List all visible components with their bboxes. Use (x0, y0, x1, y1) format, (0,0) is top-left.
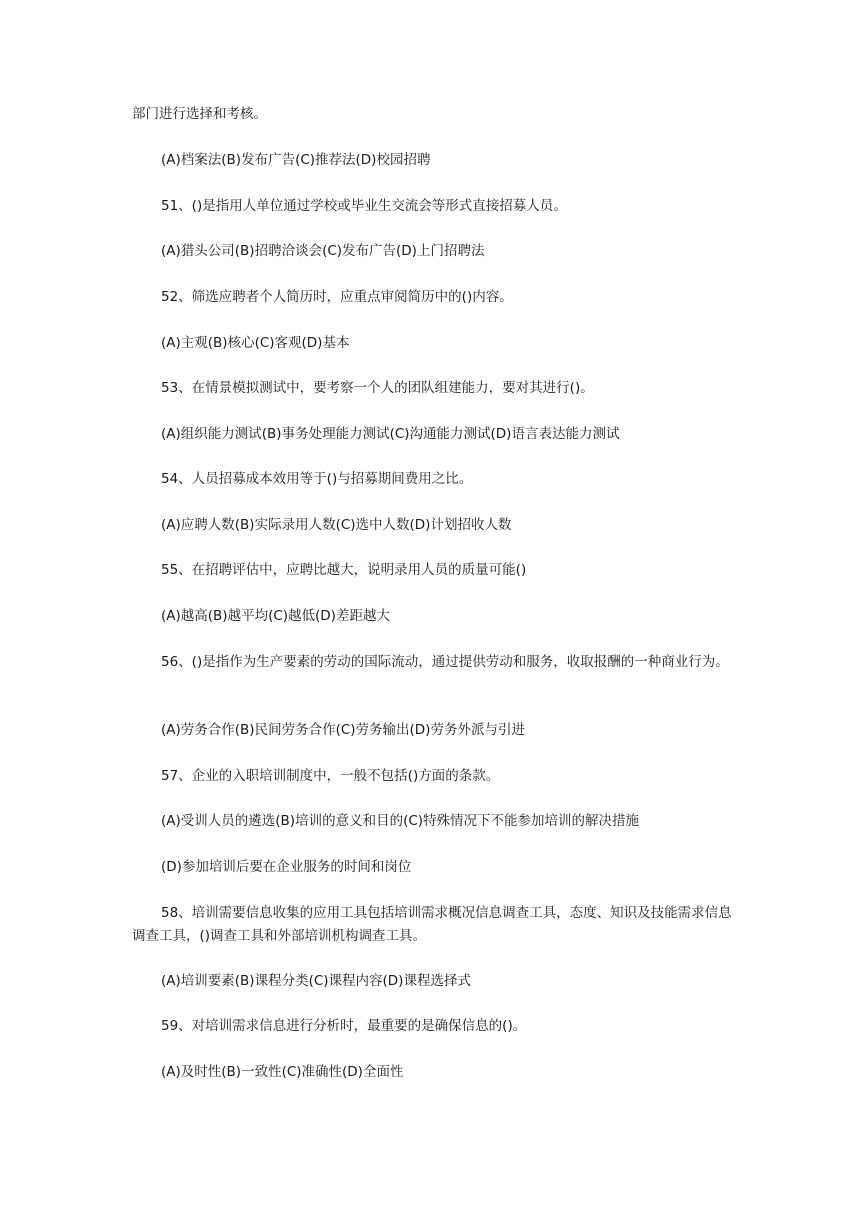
question-53: 53、在情景模拟测试中，要考察一个人的团队组建能力，要对其进行()。 (161, 380, 594, 396)
question-58: 58、培训需要信息收集的应用工具包括培训需求概况信息调查工具，态度、知识及技能需求信息调查工具，()调查工具和外部培训机构调查工具。 (132, 905, 732, 944)
question-54: 54、人员招募成本效用等于()与招募期间费用之比。 (161, 471, 473, 487)
answer-options-56: (A)劳务合作(B)民间劳务合作(C)劳务输出(D)劳务外派与引进 (161, 722, 525, 738)
answer-options-55: (A)越高(B)越平均(C)越低(D)差距越大 (161, 608, 390, 624)
question-59: 59、对培训需求信息进行分析时，最重要的是确保信息的()。 (161, 1018, 527, 1034)
answer-options-58: (A)培训要素(B)课程分类(C)课程内容(D)课程选择式 (161, 973, 471, 989)
question-52: 52、筛选应聘者个人简历时，应重点审阅简历中的()内容。 (161, 289, 513, 305)
answer-options-59: (A)及时性(B)一致性(C)准确性(D)全面性 (161, 1064, 404, 1080)
answer-options-57-d: (D)参加培训后要在企业服务的时间和岗位 (161, 859, 412, 875)
answer-options-51: (A)猎头公司(B)招聘洽谈会(C)发布广告(D)上门招聘法 (161, 243, 485, 259)
paragraph-continuation: 部门进行选择和考核。 (132, 106, 267, 122)
answer-options-53: (A)组织能力测试(B)事务处理能力测试(C)沟通能力测试(D)语言表达能力测试 (161, 426, 620, 442)
question-57: 57、企业的入职培训制度中，一般不包括()方面的条款。 (161, 768, 500, 784)
answer-options-52: (A)主观(B)核心(C)客观(D)基本 (161, 335, 350, 351)
answer-options-54: (A)应聘人数(B)实际录用人数(C)选中人数(D)计划招收人数 (161, 517, 512, 533)
answer-options-50: (A)档案法(B)发布广告(C)推荐法(D)校园招聘 (161, 152, 431, 168)
question-55: 55、在招聘评估中，应聘比越大，说明录用人员的质量可能() (161, 562, 527, 578)
question-51: 51、()是指用人单位通过学校或毕业生交流会等形式直接招募人员。 (161, 198, 567, 214)
answer-options-57-abc: (A)受训人员的遴选(B)培训的意义和目的(C)特殊情况下不能参加培训的解决措施 (161, 813, 640, 829)
question-56: 56、()是指作为生产要素的劳动的国际流动，通过提供劳动和服务，收取报酬的一种商业行为。 (161, 654, 729, 670)
